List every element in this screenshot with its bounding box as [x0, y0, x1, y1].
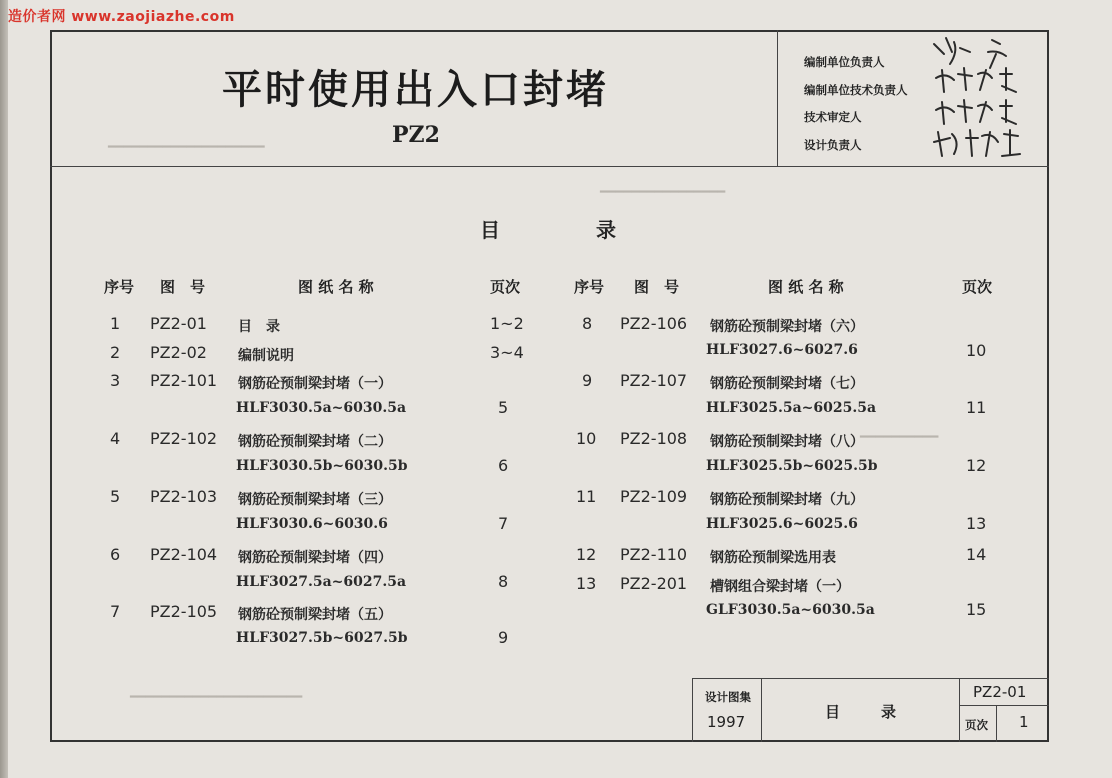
toc-page: 12 [966, 456, 987, 475]
toc-drawing-name: 钢筋砼预制梁选用表 [710, 550, 836, 566]
toc-drawing-spec: HLF3030.6~6030.6 [236, 516, 388, 532]
toc-drawing-number: PZ2-102 [150, 429, 218, 448]
toc-drawing-name: 钢筋砼预制梁封堵（七） [710, 376, 864, 392]
toc-drawing-number: PZ2-101 [150, 371, 218, 390]
title-block-code: PZ2-01 [973, 683, 1027, 701]
title-block-heading-right: 录 [881, 703, 897, 721]
toc-drawing-spec: HLF3030.5a~6030.5a [236, 400, 407, 416]
toc-page: 10 [966, 341, 987, 360]
title-block-divider [959, 679, 960, 742]
atlas-code: PZ2 [392, 122, 440, 148]
toc-page: 15 [966, 600, 987, 619]
toc-seq: 3 [110, 371, 121, 390]
toc-seq: 5 [110, 487, 121, 506]
toc-drawing-number: PZ2-110 [620, 545, 688, 564]
header-divider [50, 166, 1049, 167]
title-block-divider [761, 679, 762, 742]
title-block-page-label: 页次 [965, 718, 988, 732]
toc-seq: 13 [576, 574, 597, 593]
toc-drawing-name: 钢筋砼预制梁封堵（八） [710, 434, 864, 450]
toc-drawing-spec: HLF3027.5b~6027.5b [236, 630, 408, 646]
bleed-through-mark: ━━━━━━━━━━━━━━━━━━━━ [108, 140, 265, 155]
toc-drawing-name: 钢筋砼预制梁封堵（三） [238, 492, 392, 508]
toc-page: 7 [498, 514, 509, 533]
title-block-page: 1 [1019, 713, 1029, 731]
responsibility-label: 设计负责人 [804, 138, 862, 152]
column-header-name: 图 纸 名 称 [768, 278, 844, 296]
column-header-page: 页次 [490, 278, 521, 296]
toc-seq: 2 [110, 343, 121, 362]
drawing-title: 平时使用出入口封堵 [222, 67, 609, 113]
toc-drawing-spec: HLF3025.6~6025.6 [706, 516, 858, 532]
column-header-seq: 序号 [574, 278, 605, 296]
toc-seq: 7 [110, 602, 121, 621]
toc-seq: 6 [110, 545, 121, 564]
toc-seq: 12 [576, 545, 597, 564]
toc-seq: 9 [582, 371, 593, 390]
column-header-seq: 序号 [104, 278, 135, 296]
column-header-page: 页次 [962, 278, 993, 296]
toc-drawing-number: PZ2-201 [620, 574, 688, 593]
responsibility-label: 技术审定人 [804, 110, 862, 124]
toc-seq: 1 [110, 314, 121, 333]
toc-drawing-number: PZ2-109 [620, 487, 688, 506]
toc-seq: 11 [576, 487, 597, 506]
title-block-divider [996, 705, 997, 742]
toc-drawing-spec: HLF3027.6~6027.6 [706, 342, 858, 358]
toc-page: 13 [966, 514, 987, 533]
atlas-label: 设计图集 [705, 690, 751, 704]
responsibility-block [777, 30, 1050, 166]
toc-drawing-name: 钢筋砼预制梁封堵（五） [238, 607, 392, 623]
toc-drawing-name: 钢筋砼预制梁封堵（二） [238, 434, 392, 450]
toc-seq: 8 [582, 314, 593, 333]
toc-page: 1~2 [490, 314, 524, 333]
toc-drawing-number: PZ2-106 [620, 314, 688, 333]
title-block-heading-left: 目 [825, 703, 841, 721]
toc-drawing-name: 编制说明 [238, 348, 294, 364]
toc-drawing-spec: HLF3027.5a~6027.5a [236, 574, 407, 590]
toc-seq: 4 [110, 429, 121, 448]
toc-page: 3~4 [490, 343, 524, 362]
toc-drawing-number: PZ2-107 [620, 371, 688, 390]
bleed-through-mark: ━━━━━━━━━━ [860, 430, 939, 445]
title-block-divider [959, 705, 1049, 706]
toc-drawing-number: PZ2-02 [150, 343, 207, 362]
toc-drawing-name: 钢筋砼预制梁封堵（六） [710, 319, 864, 335]
atlas-year: 1997 [707, 713, 746, 731]
title-block [692, 678, 1049, 742]
toc-drawing-spec: HLF3030.5b~6030.5b [236, 458, 408, 474]
toc-drawing-name: 钢筋砼预制梁封堵（一） [238, 376, 392, 392]
bleed-through-mark: ━━━━━━━━━━━━━━━━ [600, 185, 726, 200]
responsibility-label: 编制单位负责人 [804, 55, 885, 69]
bleed-through-mark: ━━━━━━━━━━━━━━━━━━━━━━ [130, 690, 303, 705]
toc-page: 14 [966, 545, 987, 564]
toc-drawing-number: PZ2-01 [150, 314, 207, 333]
toc-page: 9 [498, 628, 509, 647]
toc-drawing-number: PZ2-108 [620, 429, 688, 448]
toc-page: 11 [966, 398, 987, 417]
toc-page: 5 [498, 398, 509, 417]
toc-drawing-name: 钢筋砼预制梁封堵（九） [710, 492, 864, 508]
toc-drawing-spec: GLF3030.5a~6030.5a [706, 602, 875, 618]
column-header-num: 图 号 [160, 278, 206, 296]
toc-drawing-number: PZ2-105 [150, 602, 218, 621]
toc-drawing-spec: HLF3025.5a~6025.5a [706, 400, 877, 416]
toc-page: 6 [498, 456, 509, 475]
site-watermark: 造价者网 www.zaojiazhe.com [8, 9, 235, 25]
toc-heading-left: 目 [480, 218, 500, 242]
toc-drawing-number: PZ2-104 [150, 545, 218, 564]
toc-heading-right: 录 [596, 218, 616, 242]
toc-seq: 10 [576, 429, 597, 448]
toc-drawing-name: 槽钢组合梁封堵（一） [710, 579, 850, 595]
column-header-num: 图 号 [634, 278, 680, 296]
toc-drawing-number: PZ2-103 [150, 487, 218, 506]
toc-drawing-name: 目 录 [238, 319, 280, 335]
toc-drawing-spec: HLF3025.5b~6025.5b [706, 458, 878, 474]
responsibility-label: 编制单位技术负责人 [804, 83, 908, 97]
handwritten-signatures [930, 34, 1048, 164]
toc-page: 8 [498, 572, 509, 591]
toc-drawing-name: 钢筋砼预制梁封堵（四） [238, 550, 392, 566]
column-header-name: 图 纸 名 称 [298, 278, 374, 296]
